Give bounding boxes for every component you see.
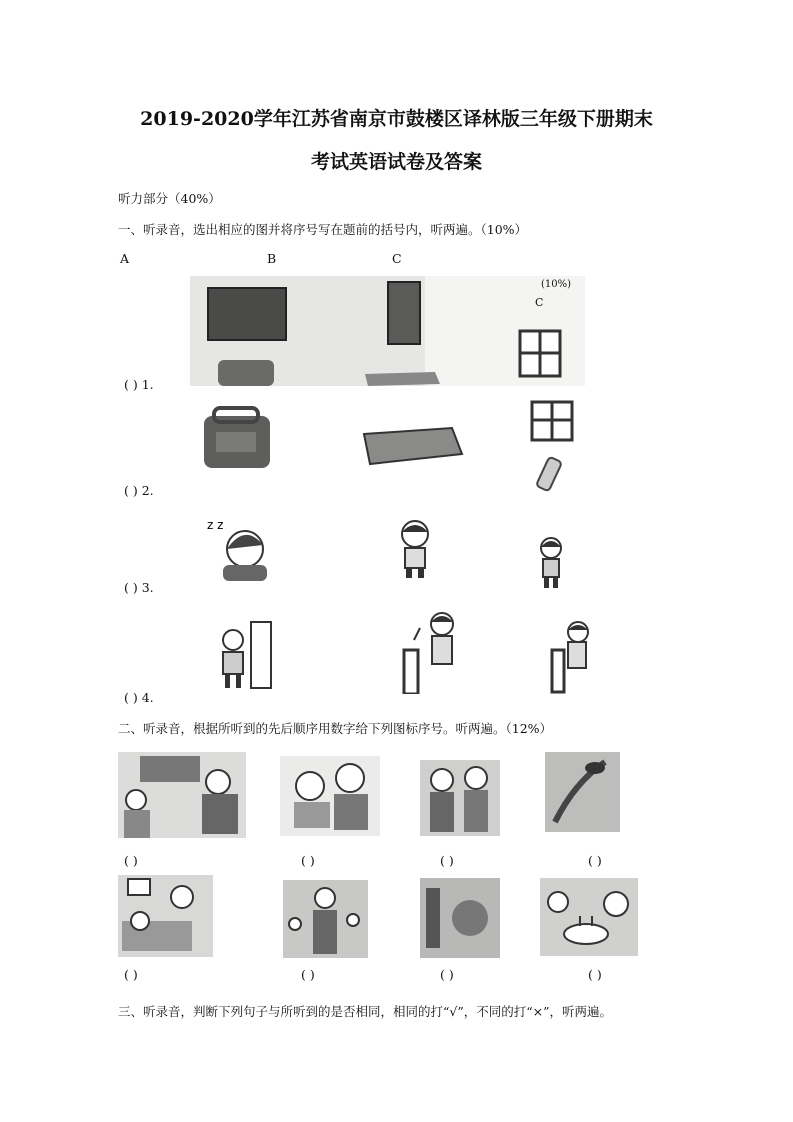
blank-1: ( ) (124, 853, 138, 868)
pic-farmer (283, 880, 368, 958)
svg-text:z z: z z (207, 518, 224, 532)
document-title-line2: 考试英语试卷及答案 (310, 151, 482, 173)
boy-sitting-down-image (550, 620, 595, 694)
boy-standing-up-image (400, 610, 462, 694)
book-image (360, 420, 465, 468)
section3-instruction: 三、听录音，判断下列句子与所听到的是否相同，相同的打“√”，不同的打“×”，听两遍。 (118, 1004, 613, 1019)
blank-4: ( ) (588, 853, 602, 868)
pic-bird-tree (545, 752, 620, 832)
question-3: ( ) 3. (124, 580, 154, 595)
scan-option-c: C (535, 296, 544, 309)
blank-3: ( ) (440, 853, 454, 868)
question-1: ( ) 1. (124, 377, 154, 392)
q1-scan-image (190, 276, 585, 386)
blank-6: ( ) (301, 967, 315, 982)
girl-drinking-image (535, 535, 567, 590)
scan-header-text: (10%) (541, 279, 572, 290)
pic-boy-and-teacher (280, 756, 380, 836)
pic-bedtime (118, 875, 213, 957)
blank-2: ( ) (301, 853, 315, 868)
blank-8: ( ) (588, 967, 602, 982)
sleeping-boy-image (205, 513, 275, 585)
option-a-label: A (120, 251, 130, 266)
option-c-label: C (392, 251, 402, 266)
section2-instruction: 二、听录音，根据所听到的先后顺序用数字给下列图标序号。听两遍。（12%） (118, 721, 553, 736)
option-b-label: B (267, 251, 277, 266)
blank-5: ( ) (124, 967, 138, 982)
pic-two-girls (420, 760, 500, 836)
girl-eating-image (395, 518, 435, 580)
schoolbag-image (198, 404, 278, 474)
pic-classroom (118, 752, 246, 838)
section1-instruction: 一、听录音，选出相应的图并将序号写在题前的括号内，听两遍。（10%） (118, 222, 528, 237)
window-bottle-image (528, 398, 578, 494)
listening-label: 听力部分（40%） (118, 191, 221, 206)
question-2: ( ) 2. (124, 483, 154, 498)
blank-7: ( ) (440, 967, 454, 982)
pic-birthday-cake (540, 878, 638, 956)
pic-forest-animal (420, 878, 500, 958)
question-4: ( ) 4. (124, 690, 154, 705)
document-title-line1: 2019-2020学年江苏省南京市鼓楼区译林版三年级下册期末 (140, 108, 653, 130)
girl-opening-door-image (215, 620, 275, 690)
